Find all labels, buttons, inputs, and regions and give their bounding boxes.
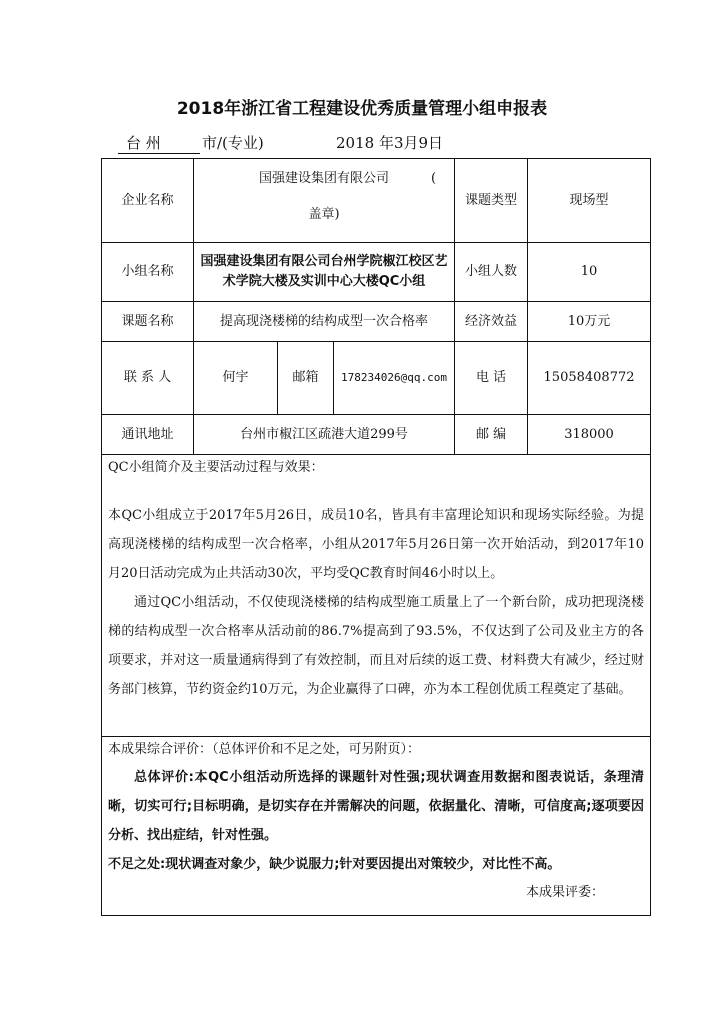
company-value: 国强建设集团有限公司: [259, 171, 390, 186]
report-date: 2018 年3月9日: [336, 134, 444, 152]
topic-type-label: 课题类型: [455, 159, 528, 243]
row-contact: [102, 342, 651, 415]
city-suffix: 市/(专业): [202, 134, 264, 152]
summary-para-1: 本QC小组成立于2017年5月26日，成员10名，皆具有丰富理论知识和现场实际经验。为提高现浇楼梯的结构成型一次合格率，小组从2017年5月26日第一次开始活动，到2017年10月20日活动完成为止共活动30次，平均受QC教育时间46小时以上。: [108, 508, 645, 581]
row-summary: [102, 455, 651, 737]
topic-name-value: 提高现浇楼梯的结构成型一次合格率: [194, 302, 455, 342]
application-form: [101, 158, 651, 916]
contact-value: 何宇: [194, 342, 278, 415]
contact-label: 联 系 人: [102, 342, 194, 415]
company-paren: (: [430, 171, 437, 186]
evaluation-section: [102, 737, 651, 916]
email-value: 178234026@qq.com: [334, 342, 455, 415]
phone-value: 15058408772: [528, 342, 651, 415]
company-stamp: 盖章): [308, 206, 340, 222]
summary-para-2: 通过QC小组活动，不仅使现浇楼梯的结构成型施工质量上了一个新台阶，成功把现浇楼梯的结构成型一次合格率从活动前的86.7%提高到了93.5%，不仅达到了公司及业主方的各项要求，并对这一质量通病得到了有效控制，而且对后续的返工费、材料费大有减少，经过财务部门核算，节约资金约10万元，为企业赢得了口碑，亦为本工程创优质工程奠定了基础。: [108, 595, 645, 697]
group-size-label: 小组人数: [455, 243, 528, 302]
row-topic-name: [102, 302, 651, 342]
evaluation-heading: 本成果综合评价：（总体评价和不足之处，可另附页）：: [108, 742, 421, 757]
evaluation-para-1: 总体评价:本QC小组活动所选择的课题针对性强;现状调查用数据和图表说话，条理清晰，切实可行;目标明确，是切实存在并需解决的问题，依据量化、清晰，可信度高;逐项要因分析、找出症结，针对性强。: [108, 770, 645, 843]
address-value: 台州市椒江区疏港大道299号: [194, 415, 455, 455]
row-evaluation: [102, 737, 651, 916]
group-size-value: 10: [528, 243, 651, 302]
row-company: [102, 159, 651, 243]
topic-name-label: 课题名称: [102, 302, 194, 342]
benefit-label: 经济效益: [455, 302, 528, 342]
postcode-label: 邮 编: [455, 415, 528, 455]
evaluation-para-2: 不足之处:现状调查对象少，缺少说服力;针对要因提出对策较少，对比性不高。: [108, 857, 561, 872]
phone-label: 电 话: [455, 342, 528, 415]
postcode-value: 318000: [528, 415, 651, 455]
company-cell: [194, 159, 455, 243]
row-group-name: [102, 243, 651, 302]
benefit-value: 10万元: [528, 302, 651, 342]
topic-type-value: 现场型: [528, 159, 651, 243]
page-title: 2018年浙江省工程建设优秀质量管理小组申报表: [176, 99, 548, 119]
group-name-label: 小组名称: [102, 243, 194, 302]
row-address: [102, 415, 651, 455]
evaluation-signature: 本成果评委：: [526, 885, 605, 900]
address-label: 通讯地址: [102, 415, 194, 455]
group-name-value: 国强建设集团有限公司台州学院椒江校区艺术学院大楼及实训中心大楼QC小组: [194, 243, 455, 302]
company-label: 企业名称: [102, 159, 194, 243]
city-field: 台 州: [118, 132, 200, 154]
email-label: 邮箱: [278, 342, 334, 415]
summary-heading: QC小组简介及主要活动过程与效果：: [108, 460, 324, 475]
summary-section: [102, 455, 651, 737]
